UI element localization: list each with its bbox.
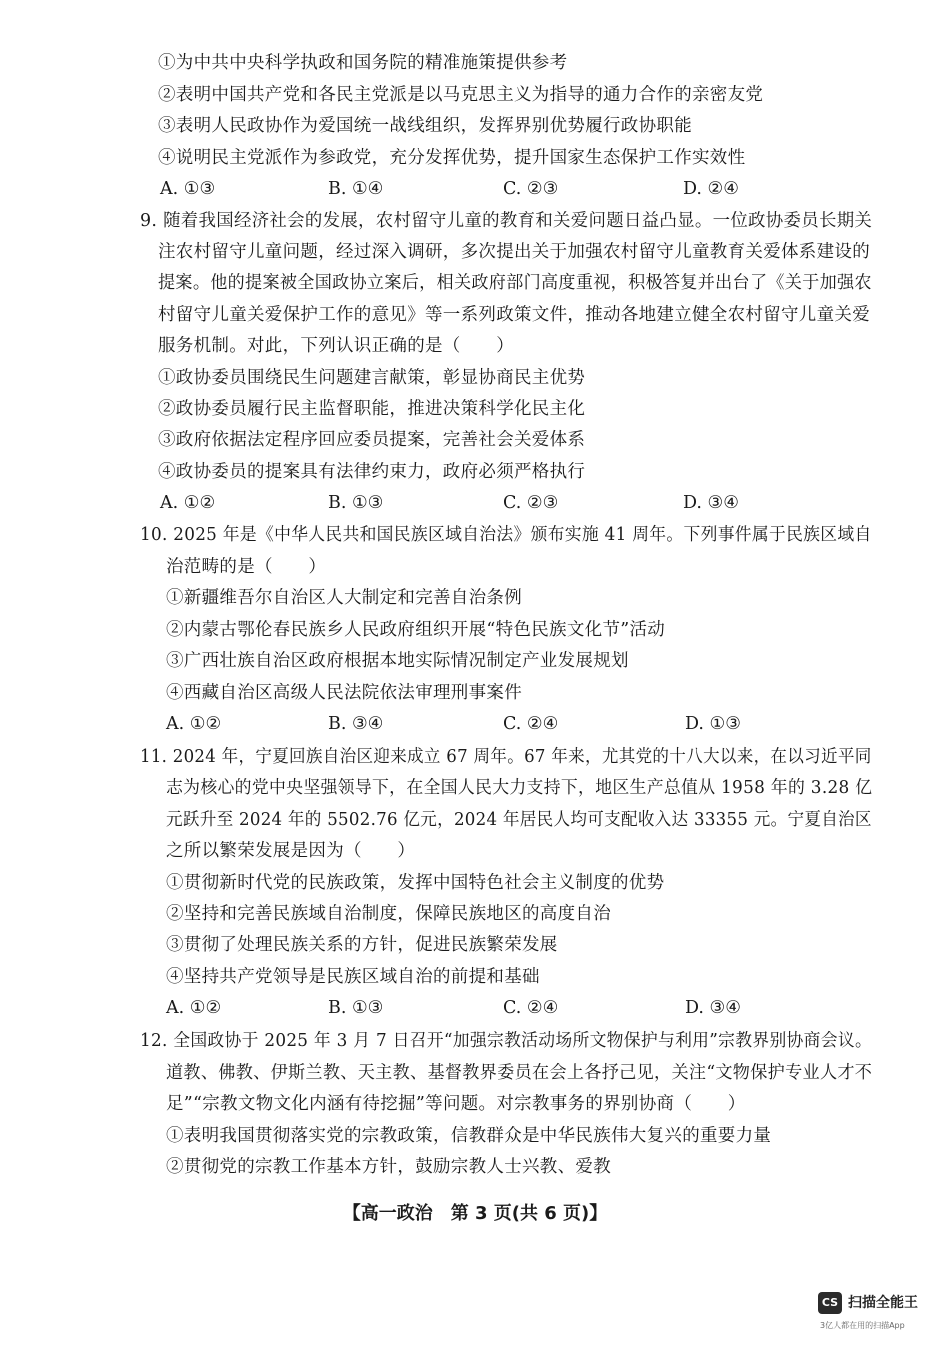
q12-stem-line-2: 道教、佛教、伊斯兰教、天主教、基督教界委员在会上各抒己见，关注“文物保护专业人才不: [166, 1063, 873, 1083]
q8-option-c: C. ②③: [503, 179, 559, 199]
q8-item-2: ②表明中国共产党和各民主党派是以马克思主义为指导的通力合作的亲密友党: [158, 85, 764, 105]
q12-stem-line-1: 12. 全国政协于 2025 年 3 月 7 日召开“加强宗教活动场所文物保护与利用”宗教界别协商会议。: [140, 1031, 873, 1051]
q9-item-2: ②政协委员履行民主监督职能，推进决策科学化民主化: [158, 399, 586, 419]
scanner-watermark: [818, 1290, 938, 1338]
q12-item-1: ①表明我国贯彻落实党的宗教政策，信教群众是中华民族伟大复兴的重要力量: [166, 1126, 772, 1146]
q10-item-4: ④西藏自治区高级人民法院依法审理刑事案件: [166, 683, 522, 703]
q10-item-3: ③广西壮族自治区政府根据本地实际情况制定产业发展规划: [166, 651, 629, 671]
q12-stem-line-3: 足”“宗教文物文化内涵有待挖掘”等问题。对宗教事务的界别协商（ ）: [166, 1094, 746, 1114]
page-footer: 【高一政治 第 3 页(共 6 页)】: [342, 1203, 608, 1224]
q11-item-4: ④坚持共产党领导是民族区域自治的前提和基础: [166, 967, 540, 987]
q9-option-c: C. ②③: [503, 493, 559, 513]
q10-option-d: D. ①③: [685, 714, 741, 734]
q8-option-d: D. ②④: [683, 179, 739, 199]
q10-option-b: B. ③④: [328, 714, 384, 734]
q10-item-2: ②内蒙古鄂伦春民族乡人民政府组织开展“特色民族文化节”活动: [166, 620, 666, 640]
q11-option-d: D. ③④: [685, 998, 741, 1018]
q9-stem-line-3: 提案。他的提案被全国政协立案后，相关政府部门高度重视，积极答复并出台了《关于加强农: [158, 273, 872, 293]
scanner-tagline: 3亿人都在用的扫描App: [820, 1321, 905, 1330]
q11-stem-line-1: 11. 2024 年，宁夏回族自治区迎来成立 67 周年。67 年来，尤其党的十八大以来，在以习近平同: [140, 747, 872, 767]
scanner-logo-icon: CS: [818, 1292, 842, 1314]
q9-stem-line-2: 注农村留守儿童问题，经过深入调研，多次提出关于加强农村留守儿童教育关爱体系建设的: [158, 242, 870, 262]
q8-item-3: ③表明人民政协作为爱国统一战线组织，发挥界别优势履行政协职能: [158, 116, 692, 136]
q11-item-2: ②坚持和完善民族域自治制度，保障民族地区的高度自治: [166, 904, 611, 924]
q9-option-a: A. ①②: [160, 493, 216, 513]
q11-stem-line-3: 元跃升至 2024 年的 5502.76 亿元，2024 年居民人均可支配收入达 33355 元。宁夏自治区: [166, 810, 872, 830]
q12-item-2: ②贯彻党的宗教工作基本方针，鼓励宗教人士兴教、爱教: [166, 1157, 611, 1177]
q9-stem-line-5: 服务机制。对此，下列认识正确的是（ ）: [158, 336, 514, 356]
q11-item-3: ③贯彻了处理民族关系的方针，促进民族繁荣发展: [166, 935, 558, 955]
q9-item-3: ③政府依据法定程序回应委员提案，完善社会关爱体系: [158, 430, 586, 450]
q8-item-4: ④说明民主党派作为参政党，充分发挥优势，提升国家生态保护工作实效性: [158, 148, 746, 168]
q8-option-a: A. ①③: [160, 179, 216, 199]
q11-stem-line-4: 之所以繁荣发展是因为（ ）: [166, 841, 416, 861]
q11-option-a: A. ①②: [166, 998, 222, 1018]
q10-stem-line-1: 10. 2025 年是《中华人民共和国民族区域自治法》颁布实施 41 周年。下列事件属于民族区域自: [140, 525, 872, 545]
q9-item-1: ①政协委员围绕民生问题建言献策，彰显协商民主优势: [158, 368, 586, 388]
q9-stem-line-4: 村留守儿童关爱保护工作的意见》等一系列政策文件，推动各地建立健全农村留守儿童关爱: [158, 305, 870, 325]
q8-item-1: ①为中共中央科学执政和国务院的精准施策提供参考: [158, 53, 568, 73]
q10-item-1: ①新疆维吾尔自治区人大制定和完善自治条例: [166, 588, 522, 608]
q9-item-4: ④政协委员的提案具有法律约束力，政府必须严格执行: [158, 462, 586, 482]
q9-option-b: B. ①③: [328, 493, 384, 513]
q10-option-a: A. ①②: [166, 714, 222, 734]
q10-option-c: C. ②④: [503, 714, 559, 734]
q11-option-c: C. ②④: [503, 998, 559, 1018]
q11-stem-line-2: 志为核心的党中央坚强领导下，在全国人民大力支持下，地区生产总值从 1958 年的 3.28 亿: [166, 778, 873, 798]
scanner-app-name: 扫描全能王: [848, 1295, 918, 1311]
q9-option-d: D. ③④: [683, 493, 739, 513]
q11-option-b: B. ①③: [328, 998, 384, 1018]
q10-stem-line-2: 治范畴的是（ ）: [166, 557, 327, 577]
q8-option-b: B. ①④: [328, 179, 384, 199]
q11-item-1: ①贯彻新时代党的民族政策，发挥中国特色社会主义制度的优势: [166, 873, 665, 893]
q9-stem-line-1: 9. 随着我国经济社会的发展，农村留守儿童的教育和关爱问题日益凸显。一位政协委员长期关: [140, 211, 873, 231]
